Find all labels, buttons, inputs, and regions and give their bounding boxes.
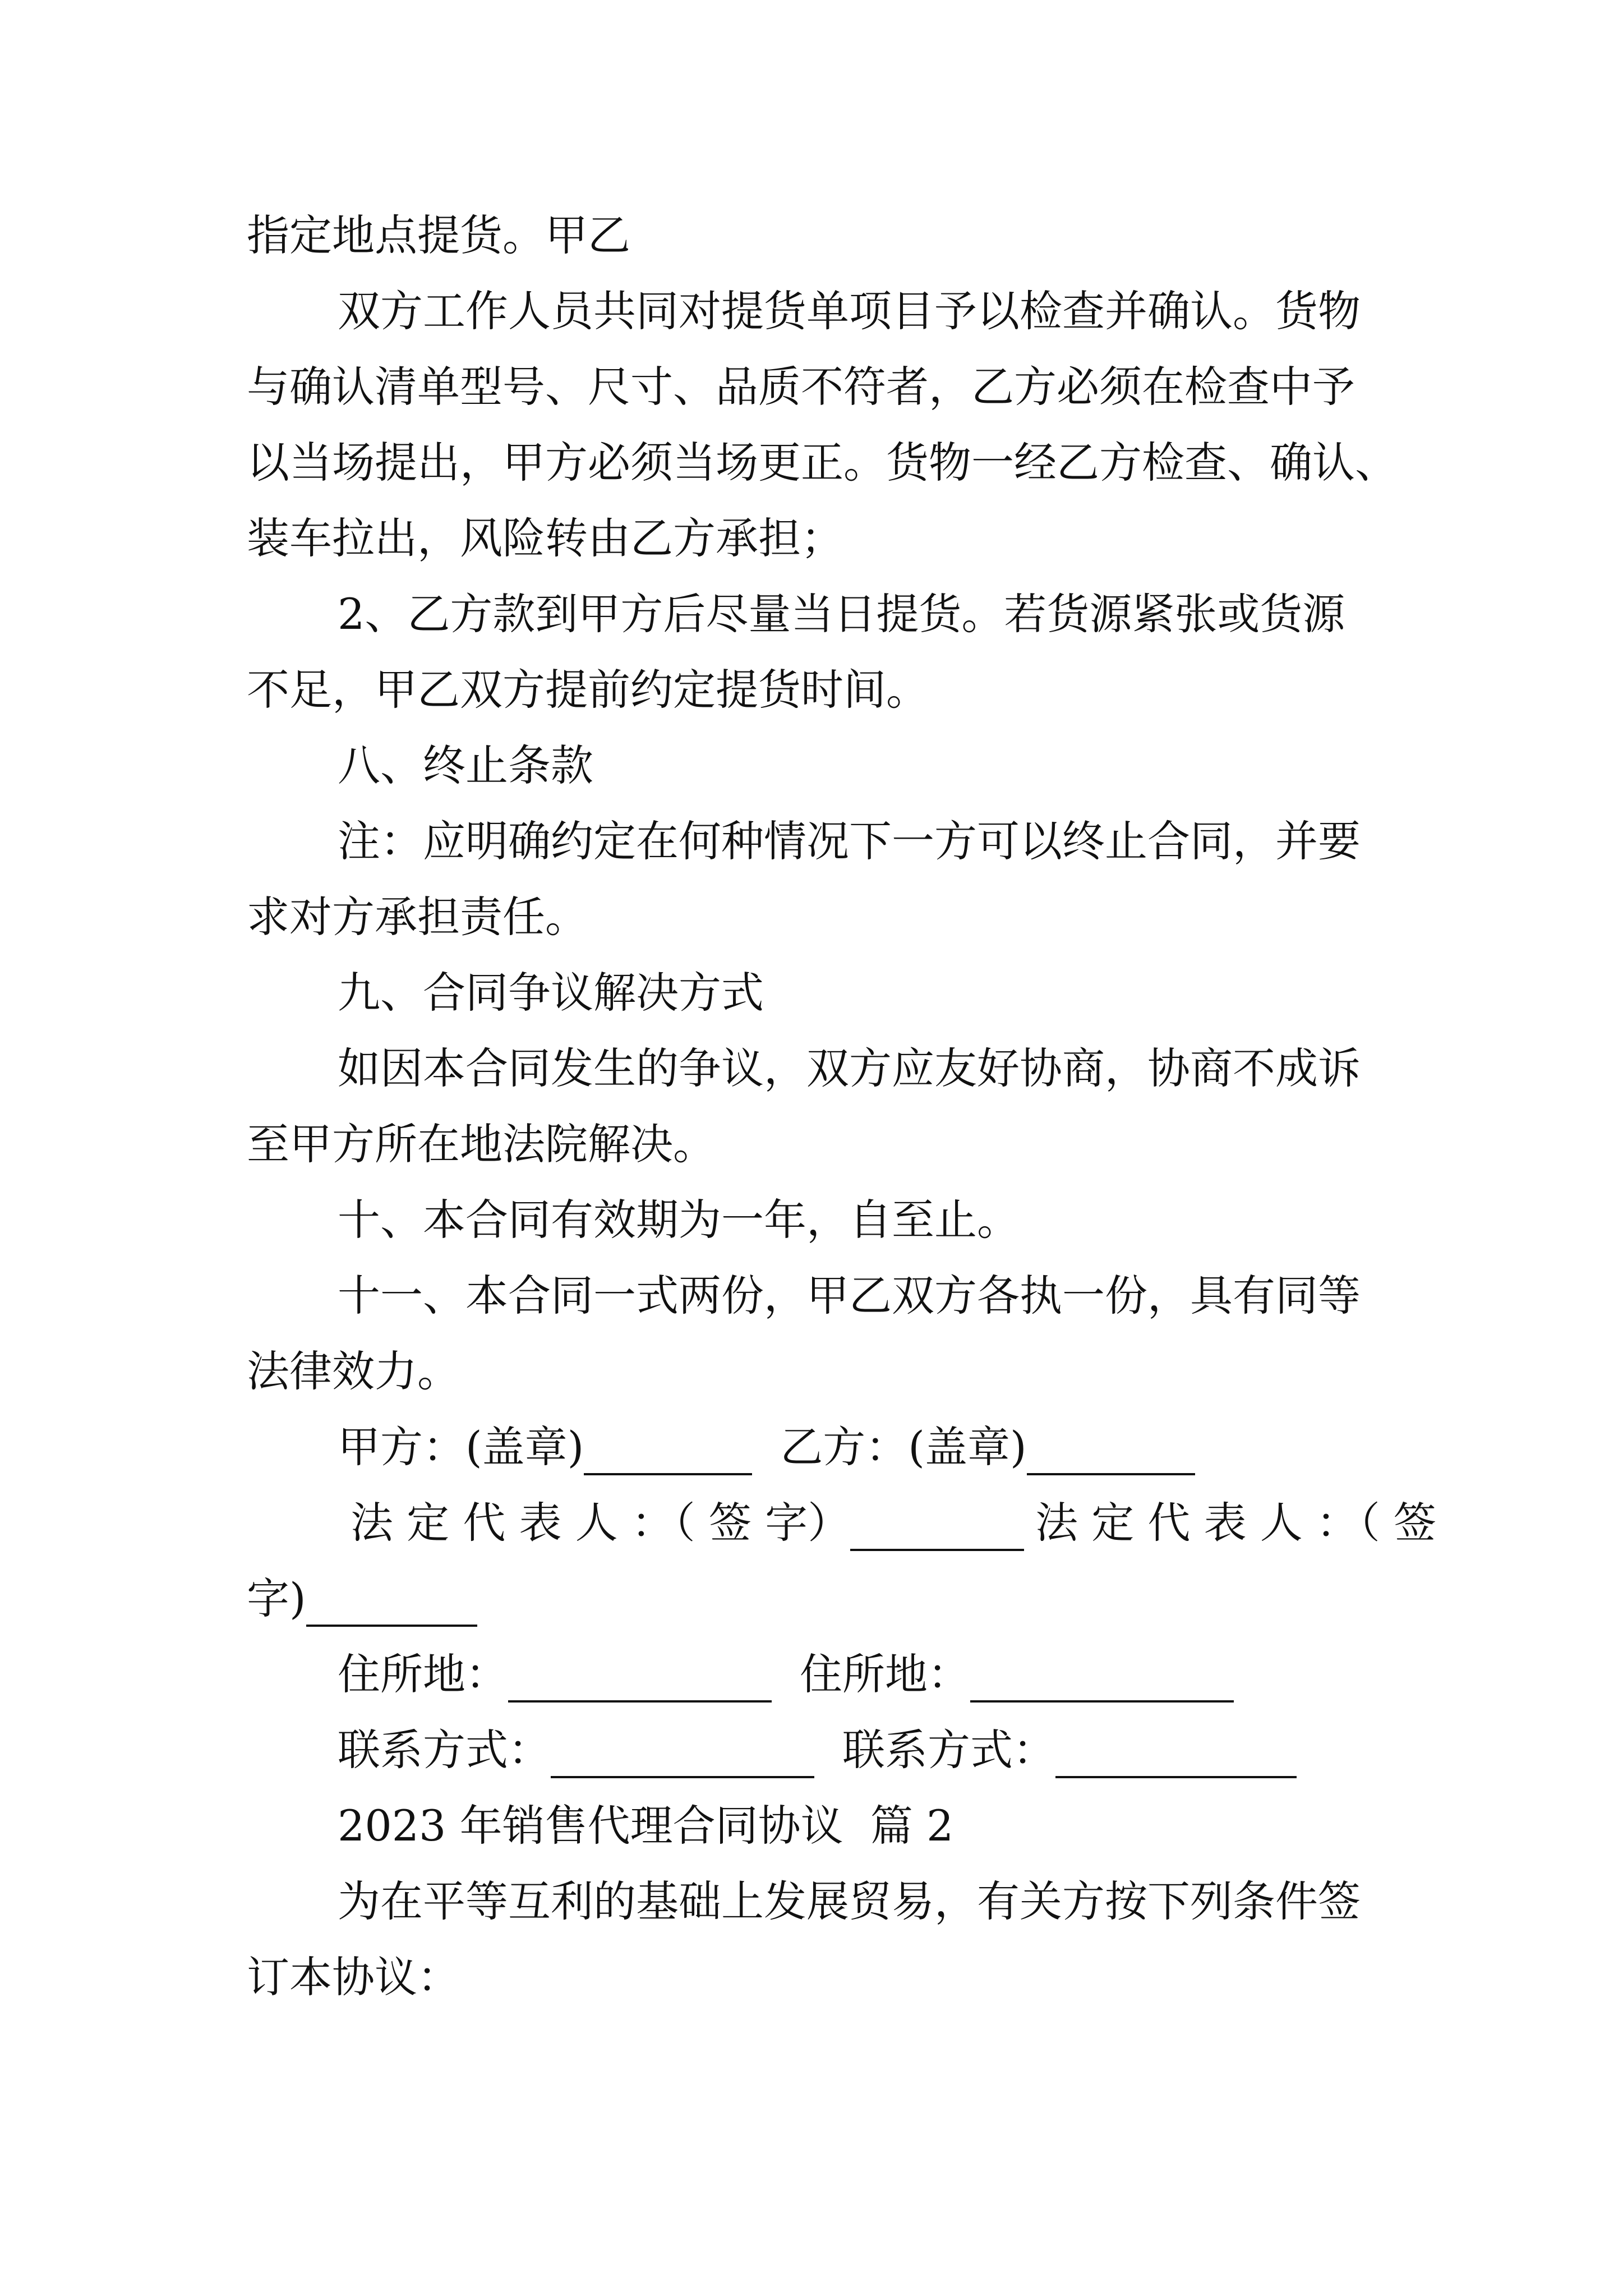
address-a-label: 住所地： bbox=[338, 1649, 508, 1699]
rep-a-blank[interactable] bbox=[850, 1510, 1024, 1551]
contact-a-blank[interactable] bbox=[551, 1737, 814, 1778]
section-heading-termination: 八、终止条款 bbox=[338, 740, 593, 790]
section-2-heading: 2023 年销售代理合同协议 篇 2 bbox=[338, 1801, 954, 1851]
party-b-seal-label: 乙方：(盖章) bbox=[780, 1422, 1027, 1472]
address-b-blank[interactable] bbox=[970, 1661, 1234, 1703]
address-b-label: 住所地： bbox=[800, 1649, 970, 1699]
text-line-16: 法律效力。 bbox=[247, 1346, 460, 1396]
address-a-blank[interactable] bbox=[508, 1661, 772, 1703]
party-a-seal-blank[interactable] bbox=[584, 1434, 752, 1475]
address-row bbox=[338, 1646, 1234, 1703]
rep-b-blank[interactable] bbox=[306, 1585, 477, 1627]
text-line-12: 如因本合同发生的争议，双方应友好协商，协商不成诉 bbox=[338, 1043, 1361, 1093]
rep-a-label: 法 定 代 表 人 ：（ 签 字） bbox=[351, 1498, 851, 1548]
text-line-4: 以当场提出，甲方必须当场更正。货物一经乙方检查、确认、 bbox=[247, 438, 1398, 487]
text-line-9: 注：应明确约定在何种情况下一方可以终止合同，并要 bbox=[338, 816, 1361, 866]
party-b-seal-blank[interactable] bbox=[1027, 1434, 1195, 1475]
representative-row-cont bbox=[247, 1571, 477, 1627]
rep-b-label-cont: 字) bbox=[247, 1573, 306, 1623]
text-line-3: 与确认清单型号、尺寸、品质不符者，乙方必须在检查中予 bbox=[247, 362, 1355, 412]
contact-row bbox=[338, 1722, 1297, 1778]
text-line-15: 十一、本合同一式两份，甲乙双方各执一份，具有同等 bbox=[338, 1271, 1361, 1320]
contact-a-label: 联系方式： bbox=[338, 1725, 551, 1775]
representative-row bbox=[351, 1495, 1436, 1551]
seal-row bbox=[338, 1419, 1195, 1475]
text-line-10: 求对方承担责任。 bbox=[247, 892, 588, 942]
text-line-14: 十、本合同有效期为一年，自至止。 bbox=[338, 1195, 1020, 1245]
section-2-intro-line-2: 订本协议： bbox=[247, 1952, 460, 2002]
contact-b-label: 联系方式： bbox=[842, 1725, 1055, 1775]
party-a-seal-label: 甲方：(盖章) bbox=[338, 1422, 584, 1472]
text-line-6: 2、乙方款到甲方后尽量当日提货。若货源紧张或货源 bbox=[338, 589, 1345, 639]
section-2-intro-line-1: 为在平等互利的基础上发展贸易，有关方按下列条件签 bbox=[338, 1876, 1361, 1926]
text-line-7: 不足，甲乙双方提前约定提货时间。 bbox=[247, 665, 929, 715]
text-line-5: 装车拉出，风险转由乙方承担； bbox=[247, 513, 843, 563]
rep-b-label: 法 定 代 表 人 ：（ 签 bbox=[1035, 1498, 1437, 1548]
text-line-2: 双方工作人员共同对提货单项目予以检查并确认。货物 bbox=[338, 286, 1361, 336]
section-heading-dispute: 九、合同争议解决方式 bbox=[338, 968, 764, 1018]
contact-b-blank[interactable] bbox=[1055, 1737, 1297, 1778]
text-line-13: 至甲方所在地法院解决。 bbox=[247, 1119, 716, 1169]
text-line-1: 指定地点提货。甲乙 bbox=[247, 210, 630, 260]
